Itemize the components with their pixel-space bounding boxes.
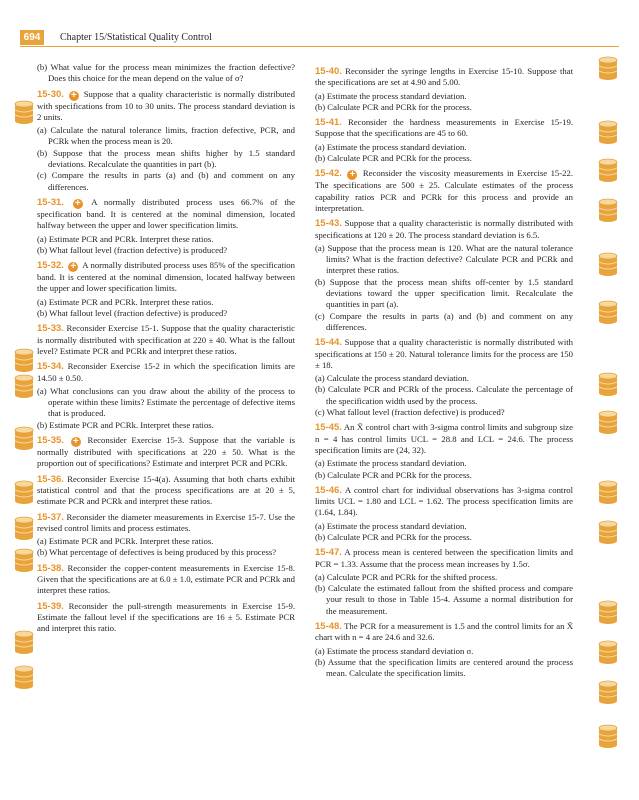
exercise-part: (a) Estimate PCR and PCRk. Interpret these ratios. xyxy=(37,233,214,244)
database-icon xyxy=(598,520,618,545)
exercise-part: (a) Estimate PCR and PCRk. Interpret these ratios. xyxy=(37,536,214,547)
exercise-part: (c) Compare the results in parts (a) and (b) and comment on any differences. xyxy=(37,170,295,192)
database-icon xyxy=(14,348,34,373)
exercise-text: Reconsider Exercise 15-1. Suppose that the quality characteristic is normally distributed with specification at 220 ± 40. What is the fallout level? Estimate PCR and PCRk and interpret these ratios. xyxy=(37,323,295,356)
exercise-part: (b) Assume that the specification limits are centered around the process mean. Calculate the specification limits. xyxy=(315,656,573,679)
exercise-number: 15-31. xyxy=(37,196,64,208)
exercise xyxy=(37,563,295,597)
exercise-text: A control chart for individual observations has 3-sigma control limits UCL = 1.80 and LCL = 1.62. The process specification limits are (1.64, 1.84). xyxy=(315,484,573,518)
exercise xyxy=(37,323,295,357)
exercise xyxy=(37,601,295,635)
exercise-number: 15-30. xyxy=(37,88,64,100)
database-icon xyxy=(598,680,618,705)
exercise-part: (a) Suppose that the process mean is 120. What are the natural tolerance limits? What is the fraction defective? Calculate PCR and PCRk and interpret these ratios. xyxy=(315,242,573,276)
page-header xyxy=(20,30,619,47)
exercise-part: (a) What conclusions can you draw about the ability of the process to operate within these limits? Estimate the percentage of defective items that is produced. xyxy=(37,385,295,419)
exercise-part: (a) Calculate PCR and PCRk for the shifted process. xyxy=(315,571,498,582)
database-icon xyxy=(598,198,618,223)
exercise-number: 15-40. xyxy=(315,66,342,77)
exercise xyxy=(37,361,295,384)
plus-icon: + xyxy=(71,437,81,447)
plus-icon: + xyxy=(68,262,78,272)
exercise-number: 15-44. xyxy=(315,337,342,349)
exercise xyxy=(315,422,573,456)
exercise-text: Reconsider Exercise 15-4(a). Assuming that both charts exhibit statistical control and that the process specifications are at 20 ± 5, estimate PCR and PCRk and interpret these ratios. xyxy=(37,473,295,507)
exercise-part: (b) Calculate PCR and PCRk of the process. Calculate the percentage of the specification width used by the process. xyxy=(315,384,573,406)
exercise-text: A normally distributed process uses 66.7% of the specification band. It is centered at the nominal dimension, located halfway between the upper and lower specification limits. xyxy=(37,196,296,231)
exercise-part: (a) Estimate PCR and PCRk. Interpret these ratios. xyxy=(37,296,214,307)
database-icon xyxy=(598,600,618,625)
exercise-number: 15-38. xyxy=(37,562,64,574)
database-icon xyxy=(14,516,34,541)
chapter-title: Chapter 15/Statistical Quality Control xyxy=(60,32,212,43)
exercise-part: (c) Compare the results in parts (a) and (b) and comment on any differences. xyxy=(315,310,573,332)
database-icon xyxy=(14,426,34,451)
exercise-text: Suppose that a quality characteristic is normally distributed with specifications at 150 ± 20. Natural tolerance limits for the process are 150 ± 18. xyxy=(315,337,573,370)
exercise-part: (b) What fallout level (fraction defective) is produced? xyxy=(37,244,228,255)
exercise-part: (a) Calculate the process standard deviation. xyxy=(315,373,469,384)
exercise xyxy=(37,260,295,295)
exercise-text: Reconsider the viscosity measurements in Exercise 15-22. The specifications are 500 ± 25. Calculate estimates of the process capability ratios PCR and PCRk for this process and provide an interpretation. xyxy=(315,168,574,213)
exercise xyxy=(315,337,573,371)
exercise xyxy=(315,547,573,570)
exercise-part: (b) Suppose that the process mean shifts off-center by 1.5 standard deviations toward the upper specification limit. Recalculate the quantities in part (a). xyxy=(315,276,573,310)
exercise-text: A normally distributed process uses 85% of the specification band. It is centered at the nominal dimension, located halfway between the upper and lower specification limits. xyxy=(37,260,295,294)
exercise-number: 15-45. xyxy=(315,422,342,434)
exercise-text: Reconsider Exercise 15-2 in which the specification limits are 14.50 ± 0.50. xyxy=(37,361,295,383)
exercise xyxy=(315,485,573,519)
exercise-part: (b) What fallout level (fraction defective) is produced? xyxy=(37,308,228,319)
exercise-text: An X̄ control chart with 3-sigma control limits and subgroup size n = 4 has control limits UCL = 28.8 and LCL = 24.6. The process specification limits are (24, 32). xyxy=(315,422,573,455)
exercise xyxy=(37,89,295,124)
database-icon xyxy=(598,640,618,665)
left-column xyxy=(37,62,295,636)
database-icon xyxy=(598,252,618,277)
exercise-part: (a) Estimate the process standard deviation. xyxy=(315,458,467,469)
exercise-number: 15-33. xyxy=(37,323,64,335)
database-icon xyxy=(14,665,34,690)
exercise-part: (a) Estimate the process standard deviation σ. xyxy=(315,645,474,656)
exercise-text: A process mean is centered between the specification limits and PCR = 1.33. Assume that the process mean increases by 1.5σ. xyxy=(315,547,573,569)
exercise xyxy=(315,218,573,241)
database-icon xyxy=(598,724,618,749)
exercise-number: 15-48. xyxy=(315,621,342,633)
exercise-part: (b) Calculate the estimated fallout from the shifted process and compare your result to those in Table 15-4. Assume a normal distribution for the measurement. xyxy=(315,583,573,616)
database-icon xyxy=(598,372,618,397)
exercise-text: Reconsider the hardness measurements in Exercise 15-19. Suppose that the specifications are 45 to 60. xyxy=(315,117,574,139)
exercise-number: 15-41. xyxy=(315,117,342,129)
exercise-part: (b) Calculate PCR and PCRk for the process. xyxy=(315,101,472,112)
exercise xyxy=(315,117,573,140)
exercise-part: (b) Suppose that the process mean shifts higher by 1.5 standard deviations. Recalculate the quantities in part (b). xyxy=(37,147,295,170)
exercise xyxy=(315,621,573,644)
exercise-part: (b) What percentage of defectives is being produced by this process? xyxy=(37,547,277,558)
database-icon xyxy=(598,480,618,505)
exercise-part: (b) Calculate PCR and PCRk for the process. xyxy=(315,531,472,542)
exercise xyxy=(37,435,295,470)
database-icon xyxy=(598,300,618,325)
database-icon xyxy=(14,374,34,399)
exercise-part: (b) Calculate PCR and PCRk for the process. xyxy=(315,153,472,164)
exercise-text: Reconsider the diameter measurements in Exercise 15-7. Use the revised control limits and process estimates. xyxy=(37,511,296,533)
exercise-number: 15-42. xyxy=(315,168,342,180)
exercise-number: 15-39. xyxy=(37,600,64,612)
exercise-part: (a) Estimate the process standard deviation. xyxy=(315,520,467,531)
plus-icon: + xyxy=(69,91,79,101)
exercise-number: 15-32. xyxy=(37,260,64,272)
database-icon xyxy=(598,120,618,145)
plus-icon: + xyxy=(73,199,83,209)
exercise-text: Reconsider Exercise 15-3. Suppose that the variable is normally distributed with specifications at 220 ± 50. What is the proportion out of specifications? Estimate and interpret PCR and PCRk. xyxy=(37,435,296,469)
exercise-number: 15-34. xyxy=(37,361,64,373)
exercise-number: 15-36. xyxy=(37,473,64,485)
exercise xyxy=(37,474,295,508)
exercise-number: 15-46. xyxy=(315,484,342,496)
exercise-text: Suppose that a quality characteristic is normally distributed with specifications from 10 to 30 units. The process standard deviation is 2 units. xyxy=(37,88,296,122)
exercise-part: (b) Calculate PCR and PCRk for the process. xyxy=(315,469,472,480)
page-number: 694 xyxy=(20,30,44,45)
exercise-part: (a) Calculate the natural tolerance limits, fraction defective, PCR, and PCRk when the process mean is 20. xyxy=(37,125,295,147)
database-icon xyxy=(598,158,618,183)
exercise-text: Reconsider the copper-content measurements in Exercise 15-8. Given that the specifications are at 6.0 ± 1.0, estimate PCR and PCRk and interpret these ratios. xyxy=(37,562,296,596)
exercise-text: Reconsider the pull-strength measurements in Exercise 15-9. Estimate the fallout level if the specifications are 16 ± 5. Estimate PCR and interpret this ratio. xyxy=(37,600,296,634)
exercise-text: The PCR for a measurement is 1.5 and the control limits for an X̄ chart with n = 4 are 24.6 and 32.6. xyxy=(315,621,574,643)
right-column xyxy=(315,62,573,680)
exercise-number: 15-47. xyxy=(315,547,342,559)
database-icon xyxy=(14,480,34,505)
exercise-part: (a) Estimate the process standard deviation. xyxy=(315,141,467,152)
plus-icon: + xyxy=(347,170,357,180)
exercise-part: (a) Estimate the process standard deviation. xyxy=(315,90,467,101)
exercise-text: Suppose that a quality characteristic is normally distributed with specifications at 120 ± 20. The process standard deviation is 6.5. xyxy=(315,218,573,240)
exercise-number: 15-37. xyxy=(37,511,64,523)
exercise-part: (b) What value for the process mean minimizes the fraction defective? Does this choice for the mean depend on the value of σ? xyxy=(37,62,295,84)
exercise xyxy=(315,168,573,214)
exercise-part: (b) Estimate PCR and PCRk. Interpret these ratios. xyxy=(37,419,214,430)
exercise-text: Reconsider the syringe lengths in Exercise 15-10. Suppose that the specifications are set at 4.90 and 5.00. xyxy=(315,66,573,88)
exercise xyxy=(37,512,295,535)
exercise-number: 15-43. xyxy=(315,218,342,230)
exercise-number: 15-35. xyxy=(37,435,64,447)
exercise-part: (c) What fallout level (fraction defective) is produced? xyxy=(315,407,505,418)
database-icon xyxy=(14,630,34,655)
database-icon xyxy=(14,100,34,125)
exercise xyxy=(37,197,295,232)
database-icon xyxy=(598,56,618,81)
exercise xyxy=(315,66,573,89)
database-icon xyxy=(598,410,618,435)
database-icon xyxy=(14,548,34,573)
